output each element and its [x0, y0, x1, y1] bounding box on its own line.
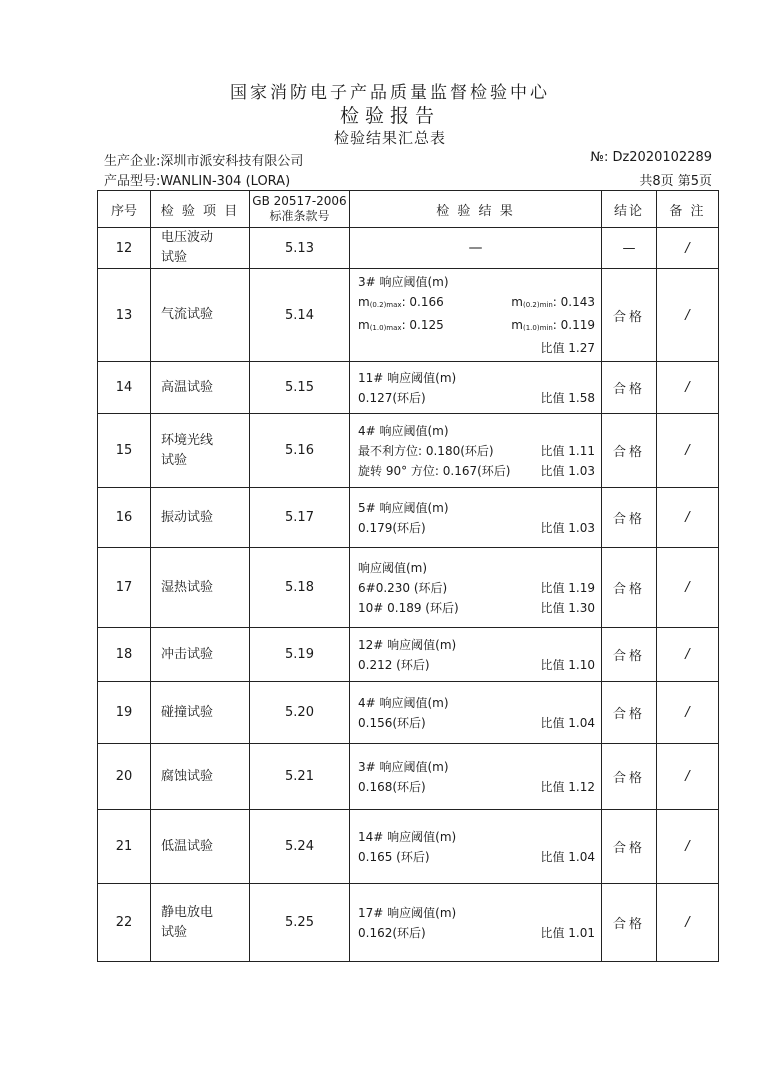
- result-line: [358, 598, 595, 618]
- result-ratio: 比值 1.03: [540, 520, 595, 535]
- result-line: [358, 441, 595, 461]
- row-conclusion: 合格: [602, 414, 657, 488]
- m-subscript: (1.0)min: [522, 324, 553, 332]
- m-min-10: [511, 315, 595, 338]
- result-line: [358, 777, 595, 797]
- result-line: [358, 847, 595, 867]
- row-remark: /: [657, 884, 719, 962]
- row-no: 20: [98, 744, 151, 810]
- result-line: 14# 响应阈值(m): [358, 829, 457, 844]
- table-row: [98, 744, 719, 810]
- table-row: [98, 682, 719, 744]
- result-line: [358, 578, 595, 598]
- result-line: [358, 292, 595, 315]
- table-row: [98, 548, 719, 628]
- row-conclusion: —: [602, 228, 657, 269]
- row-item: 冲击试验: [151, 628, 250, 682]
- table-row: [98, 810, 719, 884]
- table-row: [98, 362, 719, 414]
- result-line: [358, 315, 595, 338]
- col-header-standard-code: GB 20517-2006: [252, 194, 347, 208]
- row-remark: /: [657, 682, 719, 744]
- result-line: 4# 响应阈值(m): [358, 695, 449, 710]
- row-conclusion: 合格: [602, 682, 657, 744]
- result-ratio: 比值 1.03: [540, 463, 595, 478]
- result-line: 11# 响应阈值(m): [358, 370, 457, 385]
- col-header-standard: [250, 191, 350, 228]
- row-no: 14: [98, 362, 151, 414]
- row-clause: 5.18: [250, 548, 350, 628]
- manufacturer-line: [104, 150, 303, 169]
- row-conclusion: 合格: [602, 628, 657, 682]
- row-remark: /: [657, 362, 719, 414]
- row-clause: 5.25: [250, 884, 350, 962]
- result-line: 3# 响应阈值(m): [358, 275, 449, 289]
- row-remark: /: [657, 548, 719, 628]
- row-remark: /: [657, 628, 719, 682]
- result-line: 12# 响应阈值(m): [358, 637, 457, 652]
- row-item-line: 试验: [161, 924, 188, 940]
- table-row: [98, 488, 719, 548]
- row-conclusion: 合格: [602, 744, 657, 810]
- table-row: [98, 884, 719, 962]
- row-item-line: 试验: [161, 452, 188, 468]
- row-result: [350, 682, 602, 744]
- row-item: 低温试验: [151, 810, 250, 884]
- row-clause: 5.19: [250, 628, 350, 682]
- m-symbol: m: [358, 318, 370, 332]
- row-result: [350, 884, 602, 962]
- row-result: [350, 810, 602, 884]
- table-row: [98, 269, 719, 362]
- model-value: WANLIN-304 (LORA): [160, 174, 291, 189]
- row-item: [151, 884, 250, 962]
- row-clause: 5.21: [250, 744, 350, 810]
- row-result: [350, 269, 602, 362]
- row-conclusion: 合格: [602, 884, 657, 962]
- row-result: [350, 548, 602, 628]
- row-remark: /: [657, 488, 719, 548]
- table-row: [98, 228, 719, 269]
- row-clause: 5.20: [250, 682, 350, 744]
- row-remark: /: [657, 414, 719, 488]
- result-line: 响应阈值(m): [358, 560, 428, 575]
- row-result: [350, 414, 602, 488]
- row-remark: /: [657, 744, 719, 810]
- col-header-result: 检 验 结 果: [350, 191, 602, 228]
- row-item: 湿热试验: [151, 548, 250, 628]
- row-no: 16: [98, 488, 151, 548]
- result-ratio: 比值 1.10: [540, 657, 595, 672]
- m-symbol: m: [358, 295, 370, 309]
- manufacturer-label: 生产企业:: [104, 154, 161, 169]
- result-value: 6#0.230 (环后): [358, 580, 448, 595]
- row-item-line: 试验: [161, 250, 188, 265]
- row-conclusion: 合格: [602, 362, 657, 414]
- col-header-no: 序号: [98, 191, 151, 228]
- manufacturer-value: 深圳市派安科技有限公司: [160, 154, 304, 169]
- m-subscript: (1.0)max: [369, 324, 402, 332]
- result-ratio: 比值 1.30: [540, 600, 595, 615]
- row-clause: 5.14: [250, 269, 350, 362]
- row-no: 17: [98, 548, 151, 628]
- row-no: 15: [98, 414, 151, 488]
- result-line: 5# 响应阈值(m): [358, 500, 449, 515]
- row-item: 高温试验: [151, 362, 250, 414]
- row-clause: 5.16: [250, 414, 350, 488]
- row-remark: /: [657, 228, 719, 269]
- table-row: [98, 414, 719, 488]
- result-value: 0.168(环后): [358, 779, 426, 794]
- m-symbol: m: [511, 295, 523, 309]
- result-line: 4# 响应阈值(m): [358, 423, 449, 438]
- m-subscript: (0.2)min: [522, 301, 553, 309]
- result-value: 最不利方位: 0.180(环后): [358, 443, 494, 458]
- row-item: 腐蚀试验: [151, 744, 250, 810]
- report-title: 检验报告: [339, 105, 440, 127]
- table-row: [98, 628, 719, 682]
- results-table: [97, 190, 719, 962]
- row-item: [151, 228, 250, 269]
- result-value: 0.212 (环后): [358, 657, 430, 672]
- model-label: 产品型号:: [104, 174, 161, 189]
- col-header-remark: 备 注: [657, 191, 719, 228]
- result-value: 0.127(环后): [358, 390, 426, 405]
- result-line: [358, 461, 595, 481]
- row-clause: 5.13: [250, 228, 350, 269]
- result-ratio: 比值 1.27: [540, 341, 595, 355]
- m-value: : 0.166: [401, 295, 444, 309]
- row-conclusion: 合格: [602, 548, 657, 628]
- row-clause: 5.24: [250, 810, 350, 884]
- issuing-organization: 国家消防电子产品质量监督检验中心: [230, 83, 550, 103]
- result-value: 0.156(环后): [358, 715, 426, 730]
- col-header-item: 检 验 项 目: [151, 191, 250, 228]
- m-max-02: [358, 292, 444, 315]
- row-result: [350, 362, 602, 414]
- m-value: : 0.143: [552, 295, 595, 309]
- row-conclusion: 合格: [602, 810, 657, 884]
- m-value: : 0.125: [401, 318, 444, 332]
- row-item: 碰撞试验: [151, 682, 250, 744]
- row-remark: /: [657, 810, 719, 884]
- m-subscript: (0.2)max: [369, 301, 402, 309]
- result-value: 10# 0.189 (环后): [358, 600, 459, 615]
- col-header-conclusion: 结论: [602, 191, 657, 228]
- row-item-line: 环境光线: [161, 432, 214, 448]
- model-line: [104, 170, 290, 189]
- result-ratio: 比值 1.19: [540, 580, 595, 595]
- result-ratio: 比值 1.58: [540, 390, 595, 405]
- col-header-standard-clause: 标准条款号: [269, 209, 330, 223]
- row-clause: 5.15: [250, 362, 350, 414]
- row-conclusion: 合格: [602, 269, 657, 362]
- result-line: [358, 518, 595, 538]
- result-line: [358, 713, 595, 733]
- result-ratio: 比值 1.04: [540, 849, 595, 864]
- table-title: 检验结果汇总表: [333, 129, 446, 147]
- result-line: [358, 923, 595, 943]
- m-symbol: m: [511, 318, 523, 332]
- page-indicator: 共8页 第5页: [639, 174, 712, 189]
- report-number: №: Dz2020102289: [590, 150, 712, 165]
- row-item-line: 静电放电: [161, 904, 214, 920]
- row-item: 气流试验: [151, 269, 250, 362]
- row-item: 振动试验: [151, 488, 250, 548]
- result-ratio: 比值 1.12: [540, 779, 595, 794]
- row-remark: /: [657, 269, 719, 362]
- row-result: [350, 628, 602, 682]
- result-ratio: 比值 1.04: [540, 715, 595, 730]
- table-header-row: [98, 191, 719, 228]
- result-value: 0.165 (环后): [358, 849, 430, 864]
- row-result: [350, 488, 602, 548]
- result-ratio: 比值 1.11: [540, 443, 595, 458]
- row-conclusion: 合格: [602, 488, 657, 548]
- result-line: [358, 655, 595, 675]
- row-no: 22: [98, 884, 151, 962]
- row-item: [151, 414, 250, 488]
- m-max-10: [358, 315, 444, 338]
- row-item-line: 电压波动: [161, 230, 214, 245]
- row-no: 19: [98, 682, 151, 744]
- m-min-02: [511, 292, 595, 315]
- row-result: [350, 744, 602, 810]
- row-no: 13: [98, 269, 151, 362]
- result-value: 0.179(环后): [358, 520, 426, 535]
- result-ratio: 比值 1.01: [540, 925, 595, 940]
- result-line: 3# 响应阈值(m): [358, 759, 449, 774]
- result-value: 旋转 90° 方位: 0.167(环后): [358, 463, 511, 478]
- m-value: : 0.119: [552, 318, 595, 332]
- result-line: 17# 响应阈值(m): [358, 905, 457, 920]
- result-line: [358, 388, 595, 408]
- row-no: 21: [98, 810, 151, 884]
- row-clause: 5.17: [250, 488, 350, 548]
- row-no: 18: [98, 628, 151, 682]
- row-no: 12: [98, 228, 151, 269]
- result-value: 0.162(环后): [358, 925, 426, 940]
- row-result: —: [350, 228, 602, 269]
